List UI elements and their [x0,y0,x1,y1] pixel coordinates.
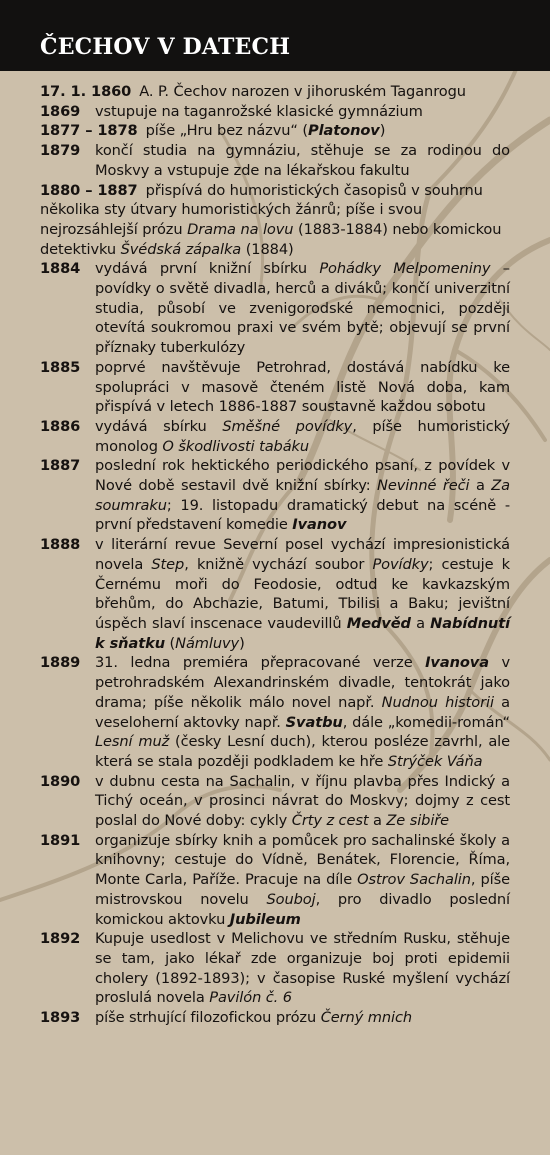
work-title: Ivanov [292,516,347,534]
work-title: Za soumraku [95,477,510,514]
text-run: vydává sbírku [95,417,223,435]
entry-text [146,122,386,139]
timeline-entry [40,121,510,141]
timeline-entry [40,831,510,930]
entry-text [139,83,466,100]
work-title: Svatbu [285,713,343,731]
text-run: , knižně vychází soubor [184,555,373,573]
text-run: vydává první knižní sbírku [95,260,320,278]
text-run: píše „Hru bez názvu“ ( [145,122,309,140]
header-bar [0,0,550,71]
work-title: Ivanova [425,654,489,672]
timeline-entry [40,82,510,102]
entry-year: 1885 [40,358,81,376]
text-run: ( [164,634,176,652]
entry-text [95,456,510,535]
timeline-entry [40,358,510,417]
text-run: a [368,812,387,830]
work-title: Nabídnutí k sňatku [95,614,510,652]
work-title: Jubileum [229,910,301,928]
entry-year: 1890 [40,772,81,790]
text-run: organizuje sbírky knih a pomůcek pro sachalinské školy a knihovny; cestuje do Vídně, Benátek, Florencie, Říma, Monte Carla, Paříže. Pracuje na díle [95,831,510,889]
entry-year: 1880 – 1887 [40,181,138,199]
text-run: (1883-1884) nebo komickou detektivku [40,220,502,258]
entry-text [95,929,510,1008]
text-run: poprvé navštěvuje Petrohrad, dostává nabídku ke spolupráci v masově čteném listě Nová doba, kam přispívá v letech 1886-1887 soustavně každou sobotu [95,358,510,416]
text-run: (česky Lesní duch), kterou posléze zavrhl, ale která se stala později podkladem ke hře [95,733,510,770]
text-run: ; cestuje k Černému moři do Feodosie, odtud ke kavkazským břehům, do Abchazie, Batumi, Tbilisi a Baku; jevištní úspěch slaví inscenace vaudevillů [95,555,510,632]
text-run: (1884) [241,240,294,258]
timeline-entry [40,181,510,260]
work-title: Lesní muž [95,733,170,751]
text-run: a [469,477,492,495]
entry-text [95,653,510,771]
entry-year: 1869 [40,102,81,120]
entry-year: 1886 [40,417,81,435]
text-run: ; 19. listopadu dramatický debut na scéně - první představení komedie [95,496,510,534]
text-run: 31. ledna premiéra přepracované verze [95,654,426,672]
entry-year: 1892 [40,930,81,948]
entry-year: 1889 [40,654,81,672]
work-title: Nevinné řeči [377,477,470,495]
text-run: píše strhující filozofickou prózu [95,1009,321,1027]
entry-year: 1893 [40,1009,81,1027]
text-run: Kupuje usedlost v Melichovu ve středním Rusku, stěhuje se tam, jako lékař zde organizuje boj proti epidemii cholery (1892-1893); v časopise Ruské myšlení vychází proslulá novela [95,930,510,1007]
timeline-entry [40,417,510,456]
entry-year: 17. 1. 1860 [40,83,132,100]
work-title: Směšné povídky [222,417,353,435]
entry-text [95,417,510,456]
timeline-entry [40,929,510,1008]
entry-text [95,259,510,358]
text-run: , píše mistrovskou novelu [95,871,510,908]
timeline-entry [40,259,510,358]
work-title: Črty z cest [291,812,369,830]
entry-text [95,141,510,180]
work-title: Pavilón č. 6 [209,989,292,1007]
entry-text [95,535,510,653]
text-run: vstupuje na taganrožské klasické gymnázium [95,102,423,120]
entry-year: 1884 [40,260,81,278]
timeline-entry [40,653,510,771]
work-title: Nudnou historii [381,693,494,711]
text-run: končí studia na gymnáziu, stěhuje se za rodinou do Moskvy a vstupuje zde na lékařskou fakultu [95,142,510,179]
timeline-entry [40,102,510,122]
work-title: Medvěd [346,614,411,632]
timeline-entry [40,535,510,653]
text-run: v dubnu cesta na Sachalin, v říjnu plavba přes Indický a Tichý oceán, v prosinci návrat do Moskvy; dojmy z cest poslal do Nové doby: cykly [95,772,510,830]
work-title: Strýček Váňa [387,752,483,770]
entry-text [95,772,510,831]
entry-year: 1877 – 1878 [40,122,138,140]
entry-year: 1891 [40,831,81,849]
entry-text [95,831,510,930]
work-title: O škodlivosti tabáku [162,437,310,455]
work-title: Souboj [266,890,316,908]
work-title: Švédská zápalka [120,240,242,258]
text-run: přispívá do humoristických časopisů v souhrnu několika sty útvary humoristických žánrů; píše i svou nejrozsáhlejší prózu [40,181,483,238]
work-title: Ze sibiře [386,812,450,830]
entry-year: 1887 [40,457,81,475]
text-run: v petrohradském Alexandrinském divadle, tentokrát jako drama; píše několik málo novel např. [95,654,510,711]
text-run: a [410,614,431,632]
text-run: , píše humoristický monolog [95,417,510,455]
entry-year: 1888 [40,536,81,554]
entry-year: 1879 [40,142,81,160]
text-run: – povídky o světě divadla, herců a diváků; končí univerzitní studia, působí ve zvenigorodské nemocnici, později otevítá soukromou praxi ve svém bytě; objevují se první příznaky tuberkulózy [95,260,510,357]
text-run: , dále „komedii-román“ [342,713,510,731]
timeline-entry [40,141,510,180]
text-run: , pro divadlo poslední komickou aktovku [95,890,510,928]
text-run: poslední rok hektického periodického psaní, z povídek v Nové době sestavil dvě knižní sbírky: [95,457,510,495]
text-run: a veseloherní aktovky např. [95,693,510,731]
work-title: Námluvy [175,634,240,652]
timeline [40,82,510,1028]
text-run: v literární revue Severní posel vychází impresionistická novela [95,536,510,573]
text-run: A. P. Čechov narozen v jihoruském Taganrogu [139,83,466,100]
entry-text [95,1008,510,1028]
entry-text [95,358,510,417]
page-title: ČECHOV V DATECH [40,34,291,60]
timeline-entry [40,456,510,535]
work-title: Pohádky Melpomeniny [319,260,491,278]
work-title: Step [151,555,185,573]
work-title: Černý mnich [320,1009,413,1027]
text-run: ) [379,122,386,140]
timeline-entry [40,1008,510,1028]
work-title: Povídky [372,555,429,573]
work-title: Ostrov Sachalin [357,871,471,889]
entry-text [95,102,510,122]
work-title: Drama na lovu [187,220,294,238]
work-title: Platonov [308,122,380,140]
timeline-entry [40,772,510,831]
text-run: ) [239,634,245,652]
